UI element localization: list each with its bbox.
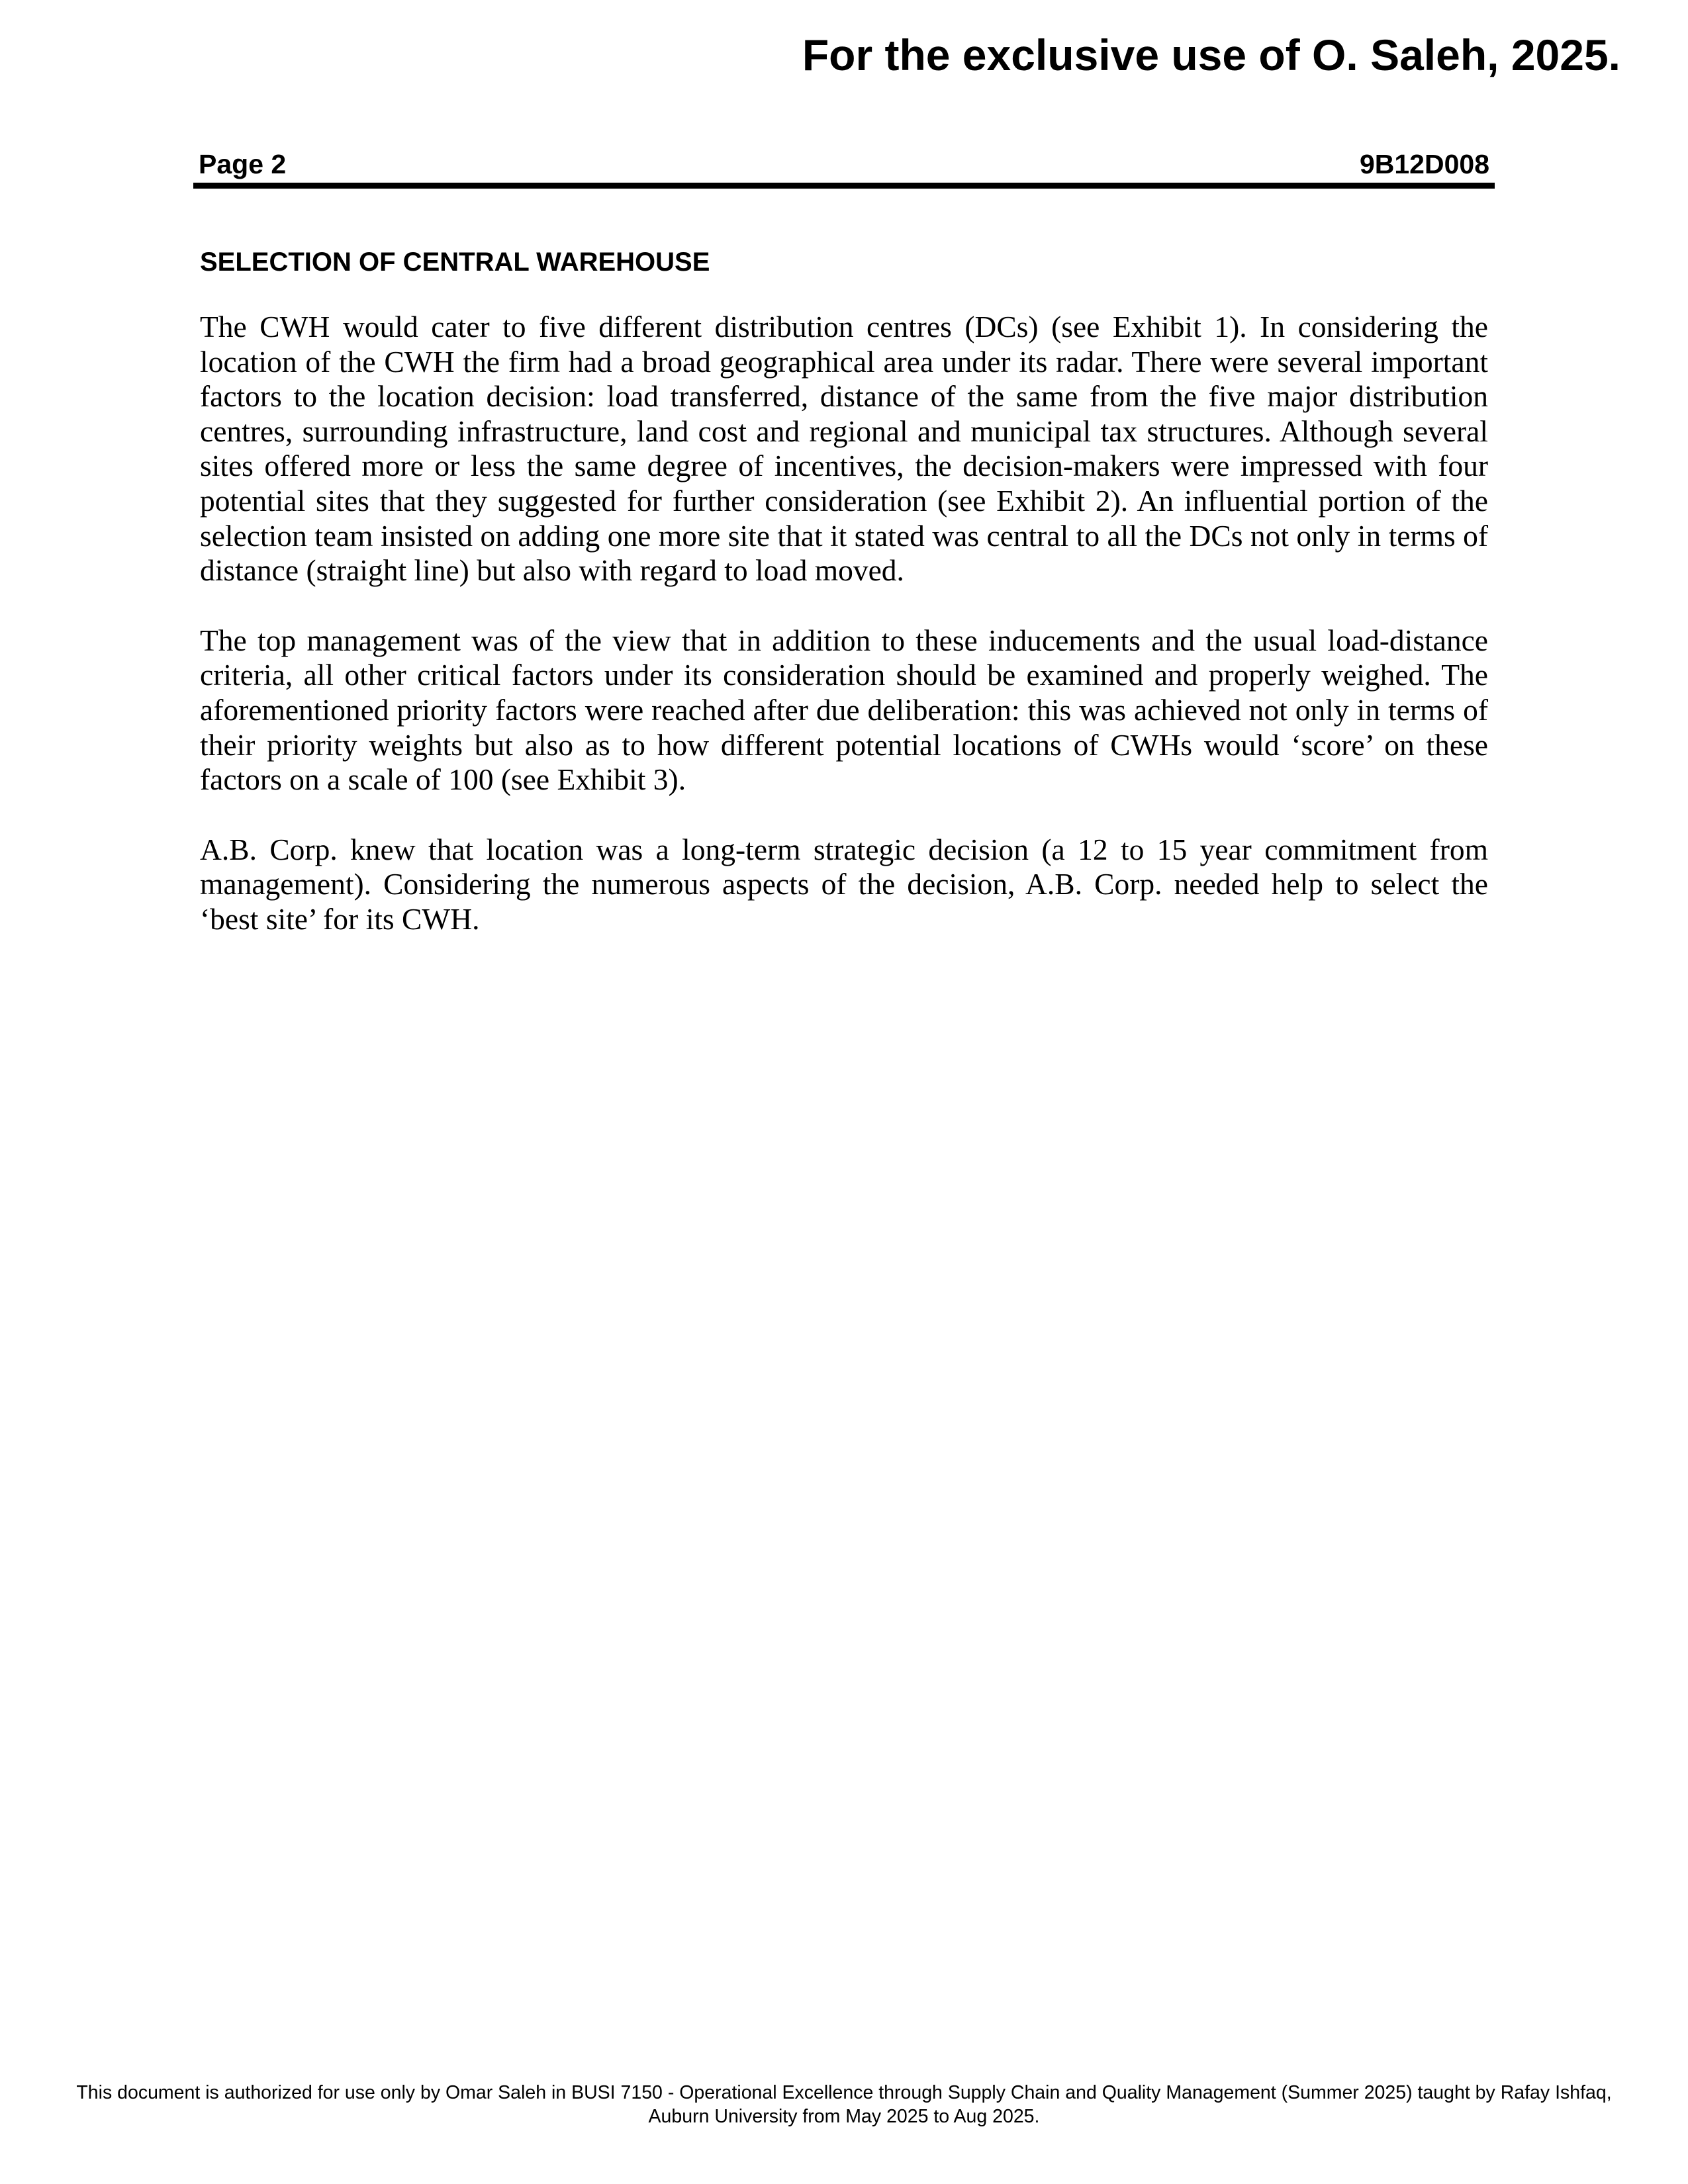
paragraph-strategic-decision: A.B. Corp. knew that location was a long-term strategic decision (a 12 to 15 year commitment from management). Considering the numerous aspects of the decision, A.B. Corp. needed help to select the ‘best site’ for its CWH. [200, 832, 1488, 936]
page-number: Page 2 [199, 149, 287, 179]
page-header [199, 146, 1489, 183]
footer-line-2: Auburn University from May 2025 to Aug 2025. [648, 2106, 1040, 2127]
paragraph-site-selection: The CWH would cater to five different distribution centres (DCs) (see Exhibit 1). In considering the location of the CWH the firm had a broad geographical area under its radar. There were several important factors to the location decision: load transferred, distance of the same from the five major distribution centres, surrounding infrastructure, land cost and regional and municipal tax structures. Although several sites offered more or less the same degree of incentives, the decision-makers were impressed with four potential sites that they suggested for further consideration (see Exhibit 2). An influential portion of the selection team insisted on adding one more site that it stated was central to all the DCs not only in terms of distance (straight line) but also with regard to load moved. [200, 310, 1488, 588]
footer-line-1: This document is authorized for use only by Omar Saleh in BUSI 7150 - Operational Excellence through Supply Chain and Quality Management (Summer 2025) taught by Rafay Ishfaq, [76, 2082, 1612, 2103]
exclusive-use-watermark: For the exclusive use of O. Saleh, 2025. [802, 30, 1620, 79]
section-body [200, 310, 1488, 972]
header-divider [193, 183, 1495, 189]
document-code: 9B12D008 [1359, 149, 1489, 179]
paragraph-priority-factors: The top management was of the view that in addition to these inducements and the usual load-distance criteria, all other critical factors under its consideration should be examined and properly weighed. The aforementioned priority factors were reached after due deliberation: this was achieved not only in terms of their priority weights but also as to how different potential locations of CWHs would ‘score’ on these factors on a scale of 100 (see Exhibit 3). [200, 623, 1488, 797]
authorization-footer [40, 2081, 1648, 2128]
section-heading: SELECTION OF CENTRAL WAREHOUSE [200, 248, 710, 277]
